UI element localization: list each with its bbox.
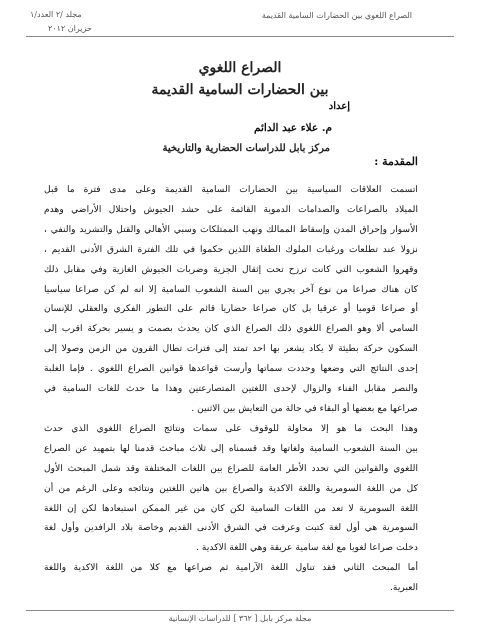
- page-footer: مجلة مركز بابل [ ٣٦٢ ] للدراسات الإنسانية: [168, 614, 312, 623]
- article-title-line-2: بين الحضارات السامية القديمة: [151, 82, 329, 98]
- volume-issue: مجلد /٢ العدد/١: [30, 10, 82, 19]
- body-text-line: السومرية هي أول لغة كتبت وعرفت في الشرق الأدنى القديم وخاصة بلاد الرافدين وأول لغة: [44, 522, 418, 534]
- header-divider: [26, 36, 454, 37]
- body-text-line: دخلت صراعا لغويا مع لغة سامية عريقة وهي اللغة الاكدية .: [196, 542, 418, 554]
- section-heading-introduction: المقدمة :: [374, 155, 418, 168]
- body-text-line: بين السنة الشعوب السامية ولغاتها وقد قسمناه إلى ثلاث مباحث قدمنا لها بتمهيد عن الصراع: [44, 442, 418, 454]
- author-affiliation: مركز بابل للدراسات الحضارية والتاريخية: [162, 143, 330, 154]
- body-text-line: نزولا عند تطلعات ورغبات الملوك الطغاة اللذين حكموا في تلك الفترة الشرق الأدنى القديم ،: [44, 243, 418, 255]
- body-text-line: العبرية.: [389, 582, 418, 594]
- body-text-line: الأسوار وإحراق المدن وإسقاط الممالك ونهب الممتلكات وسبي الأهالي والقتل والتشريد والنفي ،: [44, 223, 418, 235]
- body-text-line: الميلاد بالصراعات والصدامات الدموية القائمة على حشد الجيوش واحتلال الأراضي وهدم: [44, 203, 418, 215]
- body-text-line: أو صراعا قوميا أو عرقيا بل كان صراعا حضاريا قائم على التطور الفكري والعقلي للإنسان: [44, 303, 418, 315]
- body-text-line: وقهروا الشعوب التي كانت ترزح تحت إثقال الجزية وضربات الجيوش الغازية وفي مقابل ذلك: [44, 263, 418, 275]
- body-text-line: السامي ألا وهو الصراع اللغوي ذلك الصراع الذي كان يحدث بصمت و يسير بحركة اقرب إلى: [44, 323, 418, 335]
- body-text-line: والنصر مقابل الفناء والزوال لإحدى اللغتين المتصارعتين وهذا ما حدث للغات السامية في: [44, 383, 418, 395]
- issue-date: حزيران ٢٠١٢: [48, 24, 92, 33]
- body-text-line: اللغة السومرية لا تعد من اللغات السامية لكن كان من غير الممكن استبعادها لكن إن اللغة: [44, 502, 418, 514]
- prepared-by-label: إعداد: [328, 101, 350, 112]
- body-text-line: كان هناك صراعا من نوع آخر يجري بين السنة الشعوب السامية إلا انه لم كن صراعا سياسيا: [44, 283, 418, 295]
- article-title-line-1: الصراع اللغوي: [198, 60, 282, 76]
- body-text-line: اتسمت العلاقات السياسية بين الحضارات السامية القديمة وعلى مدى فترة ما قبل: [44, 184, 418, 195]
- body-text-line: صراعها مع بعضها أو البقاء في حالة من التعايش بين الاثنين .: [191, 402, 418, 414]
- running-header-title: الصراع اللغوي بين الحضارات السامية القديمة: [261, 11, 412, 20]
- footer-divider: [26, 610, 454, 611]
- body-text-line: أما المبحث الثاني فقد تناول اللغة الآرامية ثم صراعها مع كلا من اللغة الاكدية واللغة: [44, 562, 418, 574]
- body-text-line: كل من اللغة السومرية واللغة الاكدية والصراع بين هاتين اللغتين ونتائجه وعلى الرغم من أن: [44, 482, 418, 494]
- body-text-line: اللغوي والقوانين التي تحدد الأطر العامة للصراع بين اللغات المختلفة وقد شمل المبحث الأول: [44, 462, 418, 474]
- body-text-line: إحدى النتائج التي وضعها وحددت سماتها وأرست قواعدها قوانين الصراع اللغوي . فإما الغلبة: [44, 363, 418, 375]
- article-body: [44, 180, 418, 598]
- body-text-line: وهذا البحث ما هو إلا محاولة للوقوف على سمات ونتائج الصراع اللغوي الذي حدث: [44, 422, 418, 434]
- body-text-line: السكون حركة بطيئة لا يكاد يشعر بها احد تمتد إلى فترات تطال القرون من الزمن وصولا إلى: [44, 343, 418, 355]
- author-name: م. علاء عبد الدائم: [254, 122, 332, 134]
